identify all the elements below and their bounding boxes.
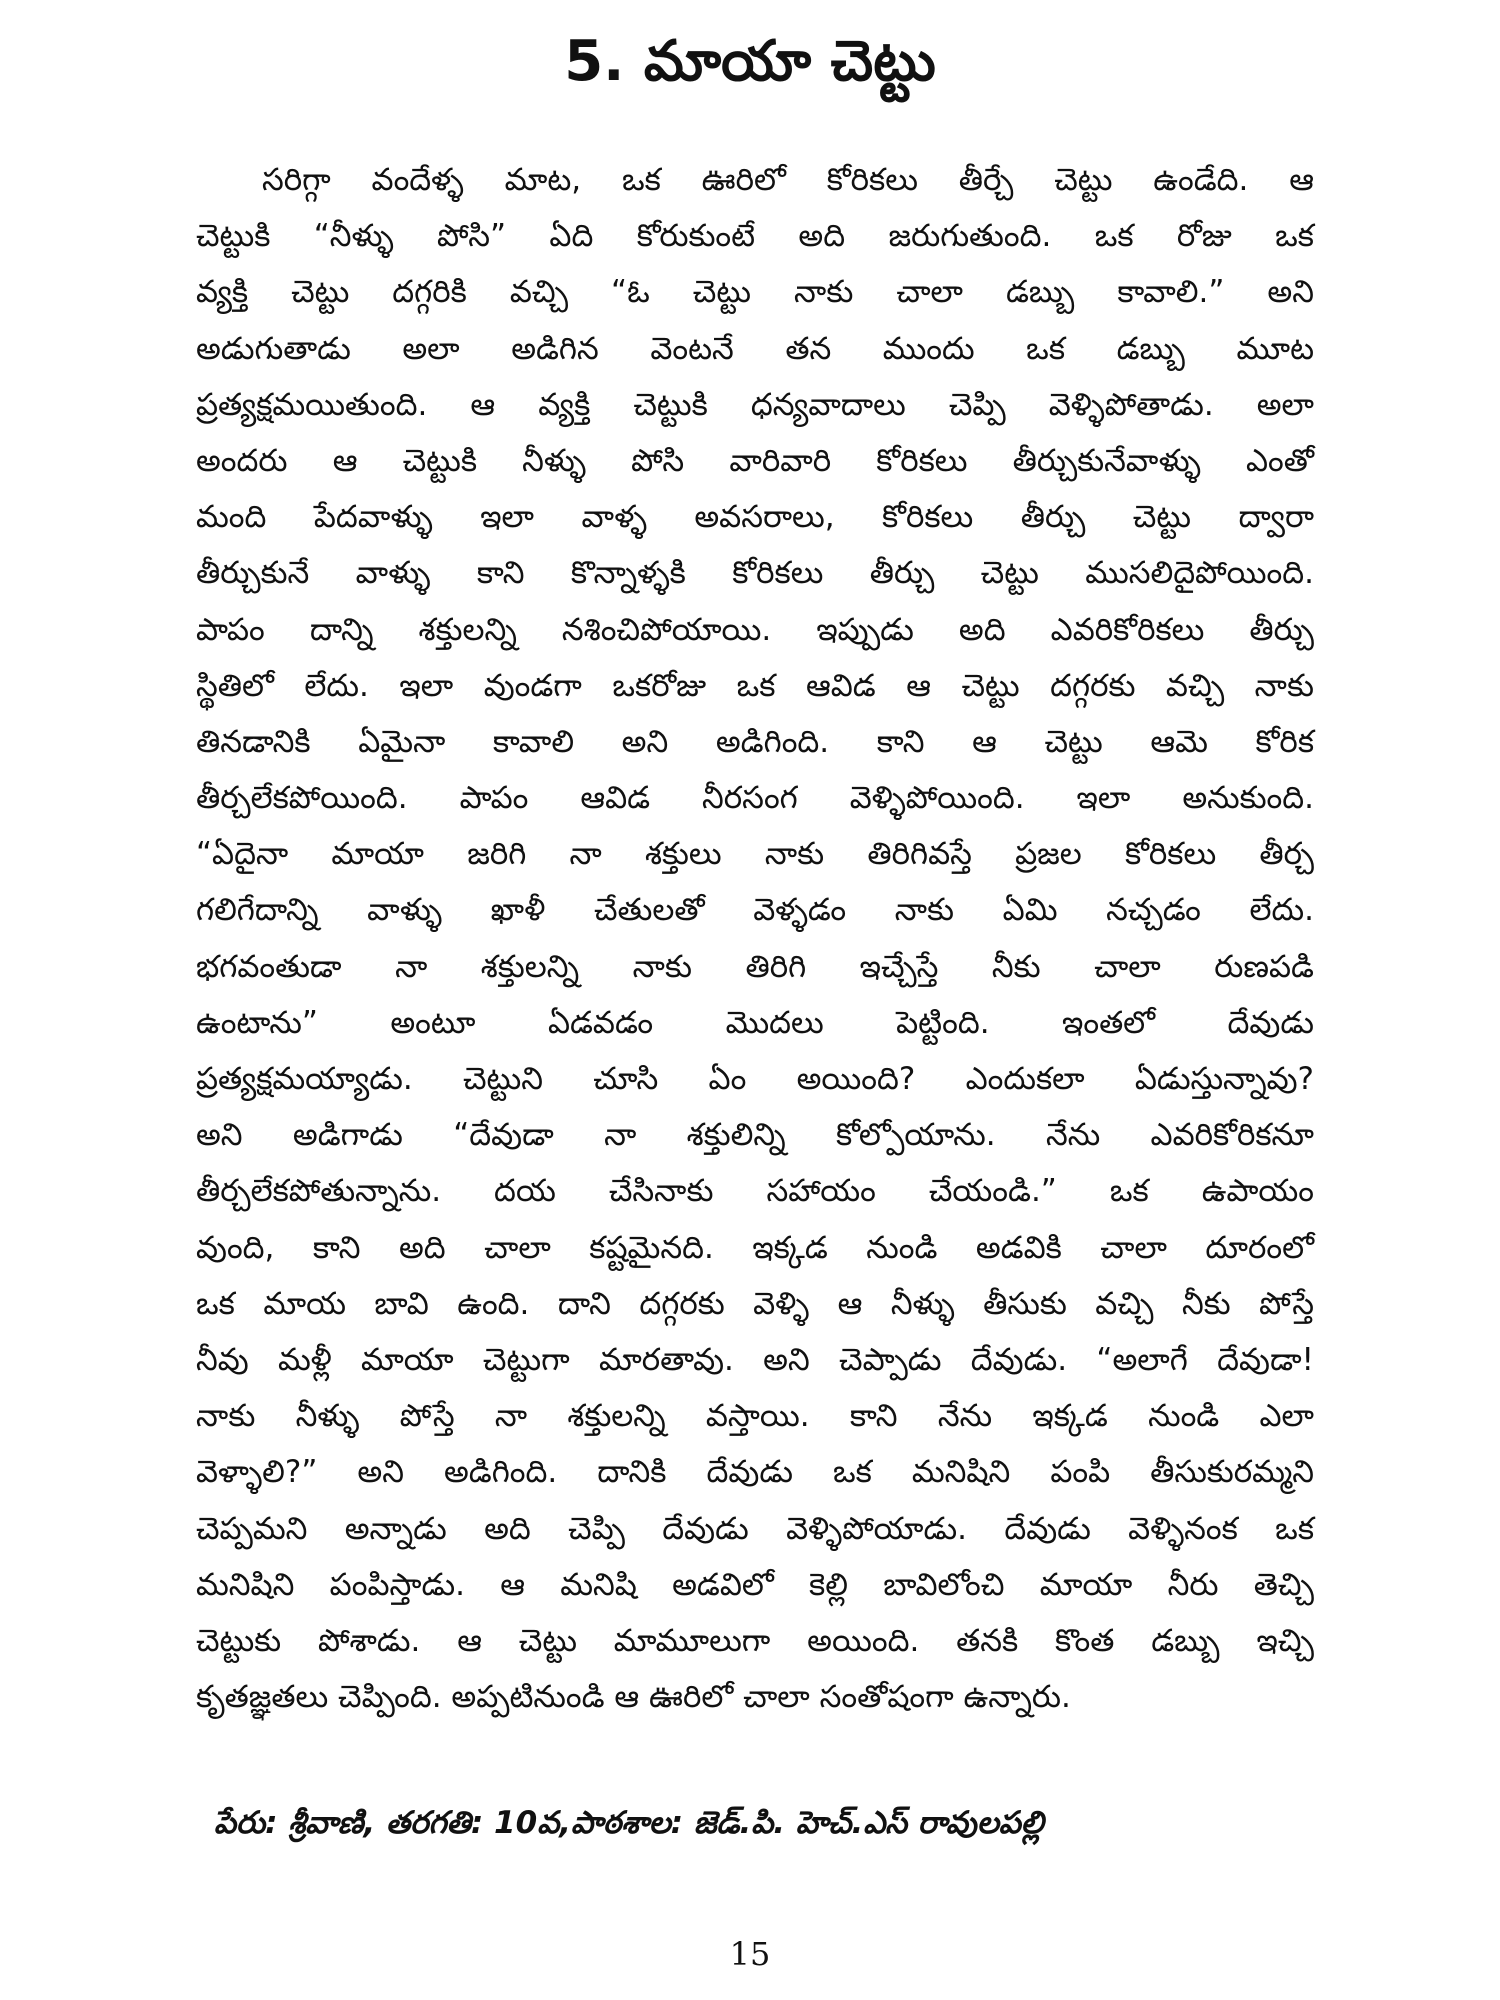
story-line: మంది పేదవాళ్ళు ఇలా వాళ్ళ అవసరాలు, కోరికలు తీర్చు చెట్టు ద్వారా bbox=[196, 499, 1314, 536]
story-line: ఒక మాయ బావి ఉంది. దాని దగ్గరకు వెళ్ళి ఆ నీళ్ళు తీసుకు వచ్చి నీకు పోస్తే bbox=[196, 1285, 1314, 1322]
author-byline: పేరు: శ్రీవాణి, తరగతి: 10వ,పాఠశాల: జెడ్.పి. హెచ్.ఎస్ రావులపల్లి bbox=[214, 1805, 1044, 1841]
story-line: సరిగ్గా వందేళ్ళ మాట, ఒక ఊరిలో కోరికలు తీర్చే చెట్టు ఉండేది. ఆ bbox=[262, 162, 1314, 198]
story-line: ప్రత్యక్షమయ్యాడు. చెట్టుని చూసి ఏం అయింది? ఎందుకలా ఏడుస్తున్నావు? bbox=[196, 1061, 1314, 1097]
story-line: ఉంటాను” అంటూ ఏడవడం మొదలు పెట్టింది. ఇంతలో దేవుడు bbox=[196, 1004, 1314, 1041]
story-line: నాకు నీళ్ళు పోస్తే నా శక్తులన్ని వస్తాయి. కాని నేను ఇక్కడ నుండి ఎలా bbox=[196, 1398, 1314, 1435]
story-line: అందరు ఆ చెట్టుకి నీళ్ళు పోసి వారివారి కోరికలు తీర్చుకునేవాళ్ళు ఎంతో bbox=[196, 442, 1314, 479]
story-line: “ఏదైనా మాయా జరిగి నా శక్తులు నాకు తిరిగివస్తే ప్రజల కోరికలు తీర్చ bbox=[196, 836, 1314, 873]
story-line: చెప్పమని అన్నాడు అది చెప్పి దేవుడు వెళ్ళిపోయాడు. దేవుడు వెళ్ళినంక ఒక bbox=[196, 1510, 1314, 1547]
story-line: తీర్చలేకపోయింది. పాపం ఆవిడ నీరసంగ వెళ్ళిపోయింది. ఇలా అనుకుంది. bbox=[196, 780, 1314, 817]
story-line: అని అడిగాడు “దేవుడా నా శక్తులిన్ని కోల్పోయాను. నేను ఎవరికోరికనూ bbox=[196, 1117, 1314, 1154]
story-line: ప్రత్యక్షమయితుంది. ఆ వ్యక్తి చెట్టుకి ధన్యవాదాలు చెప్పి వెళ్ళిపోతాడు. అలా bbox=[196, 386, 1314, 423]
story-body bbox=[196, 152, 1314, 1725]
story-line: స్థితిలో లేదు. ఇలా వుండగా ఒకరోజు ఒక ఆవిడ ఆ చెట్టు దగ్గరకు వచ్చి నాకు bbox=[196, 667, 1314, 704]
story-line: తీర్చుకునే వాళ్ళు కాని కొన్నాళ్ళకి కోరికలు తీర్చు చెట్టు ముసలిదైపోయింది. bbox=[196, 555, 1314, 592]
story-line: తినడానికి ఏమైనా కావాలి అని అడిగింది. కాని ఆ చెట్టు ఆమె కోరిక bbox=[196, 723, 1314, 760]
story-line: మనిషిని పంపిస్తాడు. ఆ మనిషి అడవిలో కెల్లి బావిలోంచి మాయా నీరు తెచ్చి bbox=[196, 1566, 1314, 1603]
story-line: వెళ్ళాలి?” అని అడిగింది. దానికి దేవుడు ఒక మనిషిని పంపి తీసుకురమ్మని bbox=[196, 1454, 1314, 1491]
story-line: చెట్టుకు పోశాడు. ఆ చెట్టు మామూలుగా అయింది. తనకి కొంత డబ్బు ఇచ్చి bbox=[196, 1622, 1314, 1659]
story-line: చెట్టుకి “నీళ్ళు పోసి” ఏది కోరుకుంటే అది జరుగుతుంది. ఒక రోజు ఒక bbox=[196, 218, 1314, 255]
story-line: కృతజ్ఞతలు చెప్పింది. అప్పటినుండి ఆ ఊరిలో చాలా సంతోషంగా ఉన్నారు. bbox=[196, 1679, 1071, 1716]
story-line: గలిగేదాన్ని వాళ్ళు ఖాళీ చేతులతో వెళ్ళడం నాకు ఏమి నచ్చడం లేదు. bbox=[196, 892, 1314, 929]
page-number: 15 bbox=[729, 1935, 771, 1973]
story-line: వుంది, కాని అది చాలా కష్టమైనది. ఇక్కడ నుండి అడవికి చాలా దూరంలో bbox=[196, 1229, 1314, 1266]
story-line: భగవంతుడా నా శక్తులన్ని నాకు తిరిగి ఇచ్చేస్తే నీకు చాలా రుణపడి bbox=[196, 948, 1314, 985]
story-title: 5. మాయా చెట్టు bbox=[564, 29, 936, 94]
story-line: తీర్చలేకపోతున్నాను. దయ చేసినాకు సహాయం చేయండి.” ఒక ఉపాయం bbox=[196, 1173, 1314, 1210]
story-line: వ్యక్తి చెట్టు దగ్గరికి వచ్చి “ఓ చెట్టు నాకు చాలా డబ్బు కావాలి.” అని bbox=[196, 274, 1314, 311]
story-line: అడుగుతాడు అలా అడిగిన వెంటనే తన ముందు ఒక డబ్బు మూట bbox=[196, 330, 1314, 367]
story-line: నీవు మళ్లీ మాయా చెట్టుగా మారతావు. అని చెప్పాడు దేవుడు. “అలాగే దేవుడా! bbox=[196, 1341, 1314, 1378]
story-line: పాపం దాన్ని శక్తులన్ని నశించిపోయాయి. ఇప్పుడు అది ఎవరికోరికలు తీర్చు bbox=[196, 611, 1314, 648]
